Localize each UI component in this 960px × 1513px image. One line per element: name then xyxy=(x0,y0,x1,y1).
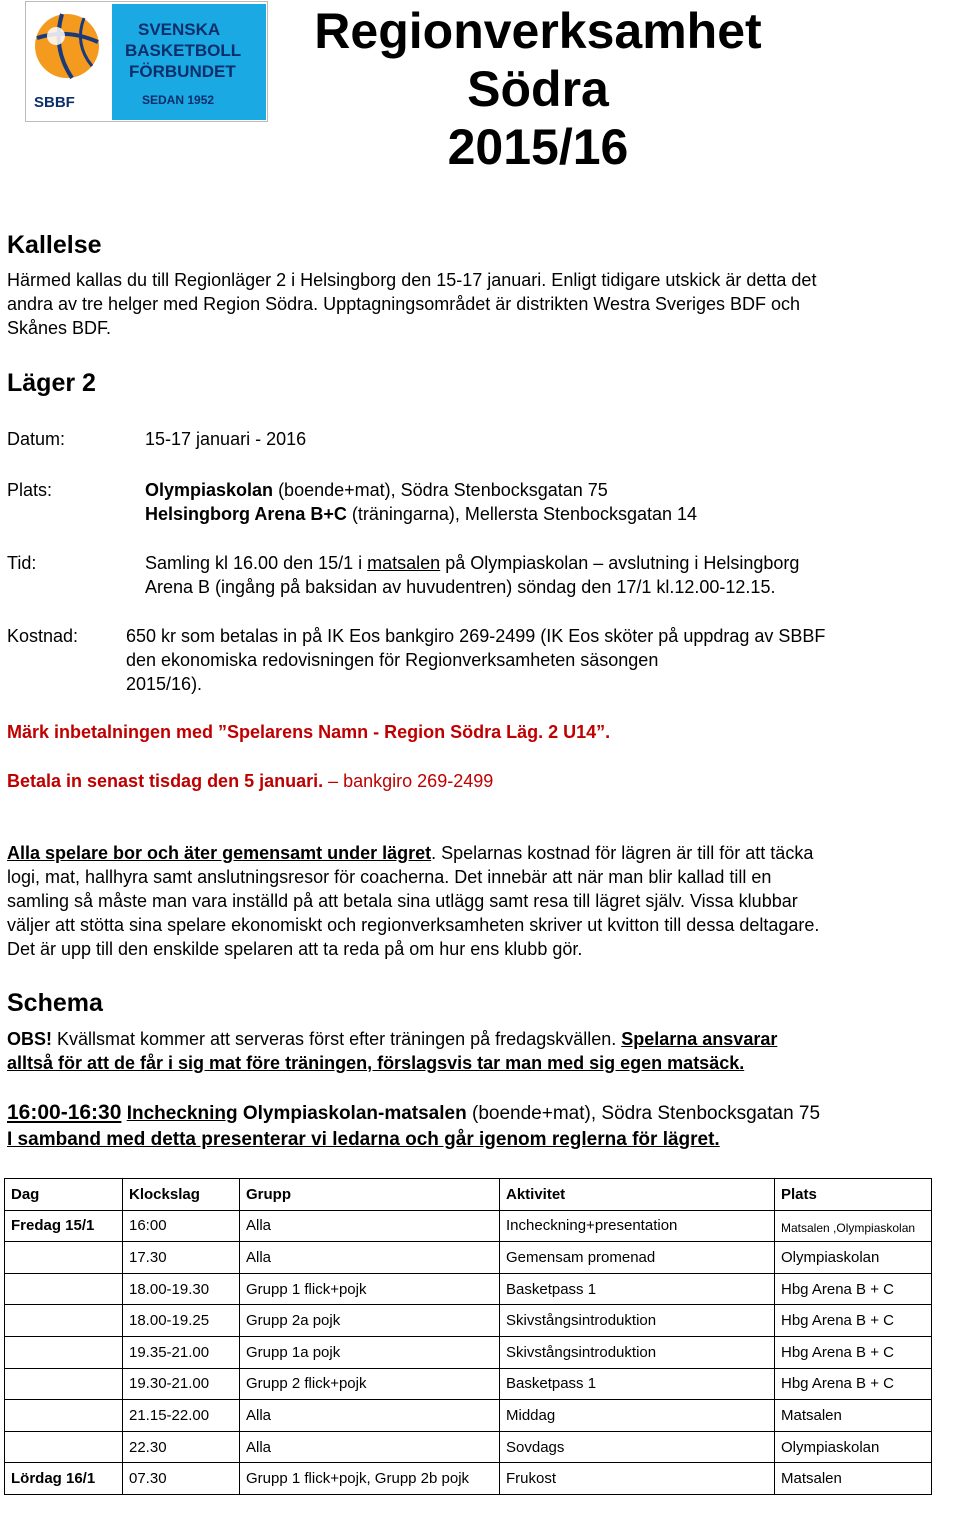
alla-paragraph xyxy=(7,841,959,961)
betala-deadline: Betala in senast tisdag den 5 januari. xyxy=(7,771,324,791)
header-grupp: Grupp xyxy=(240,1179,500,1211)
obs-ansvar: Spelarna ansvarar xyxy=(621,1029,778,1049)
cell-klockslag: 19.35-21.00 xyxy=(123,1336,240,1368)
title-line2: Södra xyxy=(467,61,609,117)
cell-dag: Fredag 15/1 xyxy=(5,1210,123,1242)
datum-value: 15-17 januari - 2016 xyxy=(145,429,307,449)
cell-klockslag: 19.30-21.00 xyxy=(123,1368,240,1400)
cell-aktivitet: Basketpass 1 xyxy=(500,1273,775,1305)
checkin-time: 16:00-16:30 xyxy=(7,1101,122,1124)
datum-label: Datum: xyxy=(7,429,66,449)
alla-line: samling så måste man vara inställd på att betala sina utlägg samt resa till lägret själv. Vissa klubbar xyxy=(7,891,798,911)
table-row xyxy=(5,1305,932,1337)
kostnad-line: 650 kr som betalas in på IK Eos bankgiro 269-2499 (IK Eos sköter på uppdrag av SBBF xyxy=(126,626,826,646)
alla-line: Det är upp till den enskilde spelaren att ta reda på om hur ens klubb gör. xyxy=(7,939,583,959)
cell-plats: Matsalen xyxy=(775,1400,932,1432)
page-title xyxy=(300,2,776,176)
cell-plats: Hbg Arena B + C xyxy=(775,1368,932,1400)
tid-label: Tid: xyxy=(7,553,37,573)
cell-dag xyxy=(5,1400,123,1432)
obs-ansvar-line2: alltså för att de får i sig mat före träningen, förslagsvis tar man med sig egen matsäck. xyxy=(7,1053,745,1073)
cell-aktivitet: Middag xyxy=(500,1400,775,1432)
cell-klockslag: 21.15-22.00 xyxy=(123,1400,240,1432)
cell-aktivitet: Sovdags xyxy=(500,1431,775,1463)
cell-aktivitet: Skivstångsintroduktion xyxy=(500,1336,775,1368)
table-row xyxy=(5,1336,932,1368)
kallelse-line: andra av tre helger med Region Södra. Upptagningsområdet är distrikten Westra Sveriges BDF och xyxy=(7,294,801,314)
cell-klockslag: 17.30 xyxy=(123,1242,240,1274)
obs-text: Kvällsmat kommer att serveras först efter träningen på fredagskvällen. xyxy=(52,1029,622,1049)
cell-plats: Hbg Arena B + C xyxy=(775,1336,932,1368)
logo-since: SEDAN 1952 xyxy=(142,93,215,107)
title-line1: Regionverksamhet xyxy=(314,3,762,59)
kallelse-heading: Kallelse xyxy=(7,231,102,259)
kostnad-line: 2015/16). xyxy=(126,674,203,694)
plats-label: Plats: xyxy=(7,480,53,500)
lager-heading: Läger 2 xyxy=(7,369,96,397)
alla-line: väljer att stötta sina spelare ekonomiskt och regionverksamheten skriver ut kvitton till dessa deltagare. xyxy=(7,915,820,935)
alla-line1: . Spelarnas kostnad för lägren är till för att täcka xyxy=(431,843,814,863)
cell-plats: Hbg Arena B + C xyxy=(775,1305,932,1337)
cell-grupp: Alla xyxy=(240,1431,500,1463)
betala-line xyxy=(7,769,493,793)
cell-grupp: Grupp 2a pojk xyxy=(240,1305,500,1337)
cell-aktivitet: Incheckning+presentation xyxy=(500,1210,775,1242)
checkin-rest: (boende+mat), xyxy=(466,1103,602,1124)
cell-dag: Lördag 16/1 xyxy=(5,1463,123,1495)
kallelse-text xyxy=(7,268,957,340)
obs-label: OBS! xyxy=(7,1029,52,1049)
cell-grupp: Grupp 1a pojk xyxy=(240,1336,500,1368)
plats-boende: (boende+mat), xyxy=(273,480,401,500)
cell-plats: Olympiaskolan xyxy=(775,1431,932,1463)
cell-grupp: Alla xyxy=(240,1242,500,1274)
cell-plats: Matsalen ,Olympiaskolan xyxy=(775,1210,932,1242)
kallelse-line: Härmed kallas du till Regionläger 2 i Helsingborg den 15-17 januari. Enligt tidigare utskick är detta det xyxy=(7,270,817,290)
kostnad-line: den ekonomiska redovisningen för Regionverksamheten säsongen xyxy=(126,650,659,670)
header-aktivitet: Aktivitet xyxy=(500,1179,775,1211)
logo-line1: SVENSKA xyxy=(138,20,221,39)
header-plats: Plats xyxy=(775,1179,932,1211)
cell-aktivitet: Basketpass 1 xyxy=(500,1368,775,1400)
schedule-table xyxy=(4,1178,932,1495)
cell-klockslag: 22.30 xyxy=(123,1431,240,1463)
header-klockslag: Klockslag xyxy=(123,1179,240,1211)
kallelse-line: Skånes BDF. xyxy=(7,318,112,338)
cell-dag xyxy=(5,1368,123,1400)
table-row xyxy=(5,1368,932,1400)
tid-part-a: Samling kl 16.00 den 15/1 i xyxy=(145,553,368,573)
cell-aktivitet: Gemensam promenad xyxy=(500,1242,775,1274)
cell-aktivitet: Frukost xyxy=(500,1463,775,1495)
cell-plats: Olympiaskolan xyxy=(775,1242,932,1274)
plats-olympiaskolan: Olympiaskolan xyxy=(145,480,274,500)
table-row xyxy=(5,1242,932,1274)
table-row xyxy=(5,1463,932,1495)
logo-line2: BASKETBOLL xyxy=(125,41,242,60)
betala-bankgiro: – bankgiro 269-2499 xyxy=(323,771,494,791)
cell-grupp: Alla xyxy=(240,1210,500,1242)
obs-paragraph xyxy=(7,1027,957,1075)
cell-dag xyxy=(5,1273,123,1305)
samband-line: I samband med detta presenterar vi ledarna och går igenom reglerna för lägret. xyxy=(7,1129,720,1150)
cell-klockslag: 07.30 xyxy=(123,1463,240,1495)
plats-value xyxy=(145,478,955,526)
table-row xyxy=(5,1273,932,1305)
cell-grupp: Alla xyxy=(240,1400,500,1432)
table-header-row xyxy=(5,1179,932,1211)
cell-klockslag: 16:00 xyxy=(123,1210,240,1242)
cell-dag xyxy=(5,1431,123,1463)
table-row xyxy=(5,1210,932,1242)
logo-abbr: SBBF xyxy=(34,94,75,111)
plats-arena: Helsingborg Arena B+C xyxy=(145,504,347,524)
table-row xyxy=(5,1400,932,1432)
cell-grupp: Grupp 2 flick+pojk xyxy=(240,1368,500,1400)
cell-dag xyxy=(5,1336,123,1368)
alla-bold: Alla spelare bor och äter gemensamt under lägret xyxy=(7,843,432,863)
kostnad-value xyxy=(126,624,956,696)
logo-line3: FÖRBUNDET xyxy=(129,62,236,81)
checkin-label: Incheckning xyxy=(126,1103,238,1124)
plats-address-link[interactable]: Södra Stenbocksgatan 75 xyxy=(400,480,608,500)
cell-plats: Matsalen xyxy=(775,1463,932,1495)
cell-dag xyxy=(5,1242,123,1274)
schema-heading: Schema xyxy=(7,989,103,1017)
cell-grupp: Grupp 1 flick+pojk xyxy=(240,1273,500,1305)
tid-part-b: på Olympiaskolan – avslutning i Helsingborg xyxy=(440,553,800,573)
cell-klockslag: 18.00-19.25 xyxy=(123,1305,240,1337)
mark-instruction: Märk inbetalningen med ”Spelarens Namn - Region Södra Läg. 2 U14”. xyxy=(7,722,611,742)
header-dag: Dag xyxy=(5,1179,123,1211)
cell-dag xyxy=(5,1305,123,1337)
matsalen-link[interactable]: matsalen xyxy=(367,553,441,573)
tid-value xyxy=(145,551,955,599)
alla-line: logi, mat, hallhyra samt anslutningsresor för coacherna. Det innebär att när man blir kallad till en xyxy=(7,867,772,887)
checkin-paragraph xyxy=(7,1100,957,1153)
checkin-address: Södra Stenbocksgatan 75 xyxy=(601,1103,821,1124)
cell-klockslag: 18.00-19.30 xyxy=(123,1273,240,1305)
cell-grupp: Grupp 1 flick+pojk, Grupp 2b pojk xyxy=(240,1463,500,1495)
plats-arena-rest: (träningarna), Mellersta Stenbocksgatan 14 xyxy=(346,504,698,524)
sbbf-logo xyxy=(25,1,268,122)
checkin-place: Olympiaskolan-matsalen xyxy=(237,1103,467,1124)
cell-plats: Hbg Arena B + C xyxy=(775,1273,932,1305)
title-line3: 2015/16 xyxy=(447,119,629,175)
logo-panel xyxy=(112,4,266,120)
cell-aktivitet: Skivstångsintroduktion xyxy=(500,1305,775,1337)
kostnad-label: Kostnad: xyxy=(7,626,79,646)
table-row xyxy=(5,1431,932,1463)
tid-line2: Arena B (ingång på baksidan av huvudentren) söndag den 17/1 kl.12.00-12.15. xyxy=(145,577,776,597)
